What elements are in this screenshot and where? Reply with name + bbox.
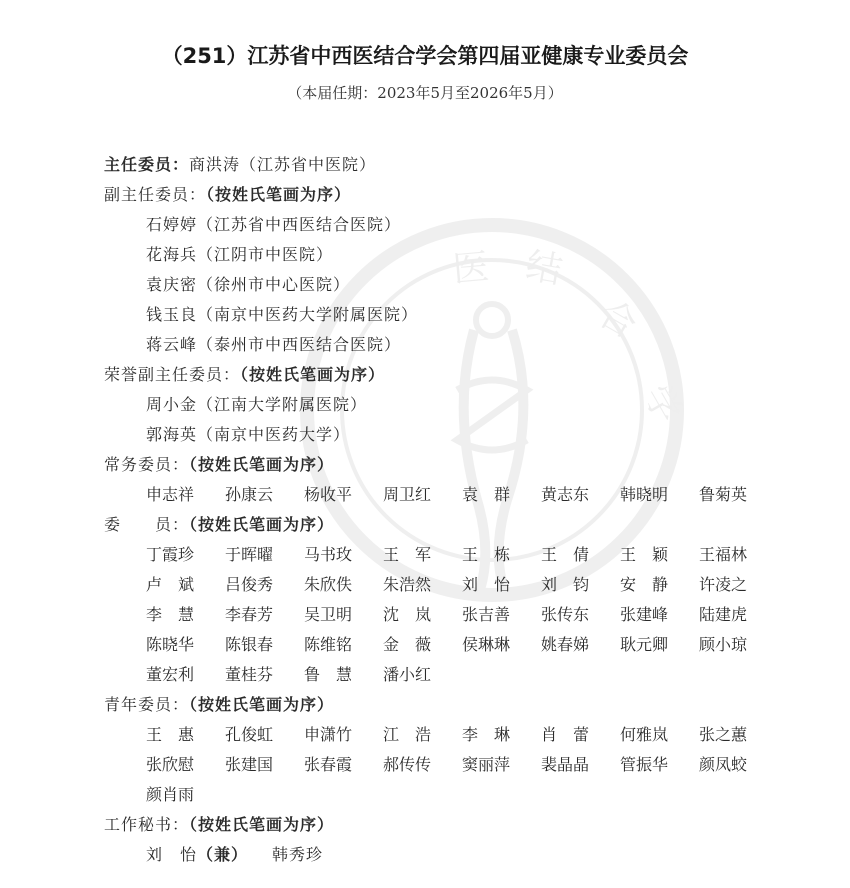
member-name: 申志祥: [146, 485, 195, 504]
member-name: 刘 钧: [541, 575, 590, 594]
member-name: 陈晓华: [146, 635, 195, 654]
member-name: 周卫红: [383, 485, 432, 504]
standing-members-label: 常务委员：: [104, 455, 190, 474]
secretary-label: 工作秘书：: [104, 815, 190, 834]
members-row: [146, 600, 778, 630]
youth-members-row: [146, 720, 778, 750]
standing-members-heading: [104, 450, 334, 480]
svg-text:结: 结: [522, 245, 566, 292]
member-name: 窦丽萍: [462, 755, 511, 774]
vice-director-item: 袁庆密（徐州市中心医院）: [146, 275, 351, 294]
vice-directors-note: （按姓氏笔画为序）: [206, 185, 352, 204]
youth-members-row: [146, 750, 778, 780]
members-row: [146, 630, 778, 660]
member-name: 陈银春: [225, 635, 274, 654]
term-period: （本届任期：2023年5月至2026年5月）: [287, 84, 563, 102]
page-title: （251）江苏省中西医结合学会第四届亚健康专业委员会: [161, 44, 689, 68]
member-name: 许凌之: [699, 575, 748, 594]
member-name: 管振华: [620, 755, 669, 774]
member-name: 马书玫: [304, 545, 353, 564]
member-name: 董桂芬: [225, 665, 274, 684]
youth-members-note: （按姓氏笔画为序）: [189, 695, 335, 714]
vice-director-item: 石婷婷（江苏省中西医结合医院）: [146, 215, 402, 234]
member-name: 于晖曜: [225, 545, 274, 564]
member-name: 杨收平: [304, 485, 353, 504]
member-name: 朱欣佚: [304, 575, 353, 594]
honorary-heading: [104, 360, 385, 390]
member-name: 安 静: [620, 575, 669, 594]
member-name: 吕俊秀: [225, 575, 274, 594]
members-row: [146, 540, 778, 570]
member-name: 刘 怡: [462, 575, 511, 594]
member-name: 郝传传: [383, 755, 432, 774]
members-row: [146, 660, 462, 690]
member-name: 鲁 慧: [304, 665, 353, 684]
members-note: （按姓氏笔画为序）: [189, 515, 335, 534]
member-name: 黄志东: [541, 485, 590, 504]
secretary-note: （按姓氏笔画为序）: [189, 815, 335, 834]
standing-members-note: （按姓氏笔画为序）: [189, 455, 335, 474]
secretary-name: 韩秀珍: [272, 845, 324, 864]
member-name: 王 惠: [146, 725, 195, 744]
secretary-heading: [104, 810, 334, 840]
vice-directors-heading: [104, 180, 351, 210]
member-name: 张欣慰: [146, 755, 195, 774]
vice-directors-label: 副主任委员：: [104, 185, 207, 204]
honorary-item: 郭海英（南京中医药大学）: [146, 425, 351, 444]
member-name: 顾小琼: [699, 635, 748, 654]
secretary-concurrent-mark: （兼）: [197, 845, 249, 864]
member-name: 韩晓明: [620, 485, 669, 504]
member-name: 鲁菊英: [699, 485, 748, 504]
member-name: 陆建虎: [699, 605, 748, 624]
members-label: 委 员：: [104, 515, 190, 534]
svg-text:医: 医: [451, 246, 491, 291]
member-name: 申潇竹: [304, 725, 353, 744]
member-name: 张传东: [541, 605, 590, 624]
member-name: 沈 岚: [383, 605, 432, 624]
members-row: [146, 570, 778, 600]
member-name: 张建峰: [620, 605, 669, 624]
member-name: 吴卫明: [304, 605, 353, 624]
member-name: 王 栋: [462, 545, 511, 564]
member-name: 朱浩然: [383, 575, 432, 594]
member-name: 肖 蕾: [541, 725, 590, 744]
member-name: 裴晶晶: [541, 755, 590, 774]
member-name: 孔俊虹: [225, 725, 274, 744]
member-name: 李春芳: [225, 605, 274, 624]
standing-members-row: [146, 480, 778, 510]
member-name: 张建国: [225, 755, 274, 774]
member-name: 丁霞珍: [146, 545, 195, 564]
vice-director-item: 钱玉良（南京中医药大学附属医院）: [146, 305, 419, 324]
member-name: 张春霞: [304, 755, 353, 774]
member-name: 李 慧: [146, 605, 195, 624]
director-value: 商洪涛（江苏省中医院）: [189, 155, 377, 174]
member-name: 王 军: [383, 545, 432, 564]
member-name: 王福林: [699, 545, 748, 564]
member-name: 王 颖: [620, 545, 669, 564]
honorary-label: 荣誉副主任委员：: [104, 365, 241, 384]
svg-text:合: 合: [591, 293, 644, 347]
member-name: 姚春娣: [541, 635, 590, 654]
member-name: 江 浩: [383, 725, 432, 744]
member-name: 李 琳: [462, 725, 511, 744]
member-name: 董宏利: [146, 665, 195, 684]
members-heading: [104, 510, 334, 540]
member-name: 孙康云: [225, 485, 274, 504]
member-name: 侯琳琳: [462, 635, 511, 654]
member-name: 耿元卿: [620, 635, 669, 654]
member-name: 张之蕙: [699, 725, 748, 744]
member-name: 卢 斌: [146, 575, 195, 594]
member-name: 王 倩: [541, 545, 590, 564]
member-name: 张吉善: [462, 605, 511, 624]
youth-members-heading: [104, 690, 334, 720]
member-name: 颜肖雨: [146, 785, 195, 804]
secretary-name: 刘 怡: [146, 845, 198, 864]
member-name: 金 薇: [383, 635, 432, 654]
honorary-item: 周小金（江南大学附属医院）: [146, 395, 368, 414]
secretary-line: [146, 840, 323, 870]
youth-members-row: [146, 780, 225, 810]
vice-director-item: 蒋云峰（泰州市中西医结合医院）: [146, 335, 402, 354]
director-label: 主任委员：: [104, 155, 190, 174]
honorary-note: （按姓氏笔画为序）: [240, 365, 386, 384]
youth-members-label: 青年委员：: [104, 695, 190, 714]
vice-director-item: 花海兵（江阴市中医院）: [146, 245, 334, 264]
member-name: 袁 群: [462, 485, 511, 504]
member-name: 陈维铭: [304, 635, 353, 654]
member-name: 何雅岚: [620, 725, 669, 744]
member-name: 颜凤蛟: [699, 755, 748, 774]
svg-text:学: 学: [635, 378, 689, 431]
director-line: [104, 150, 376, 180]
member-name: 潘小红: [383, 665, 432, 684]
